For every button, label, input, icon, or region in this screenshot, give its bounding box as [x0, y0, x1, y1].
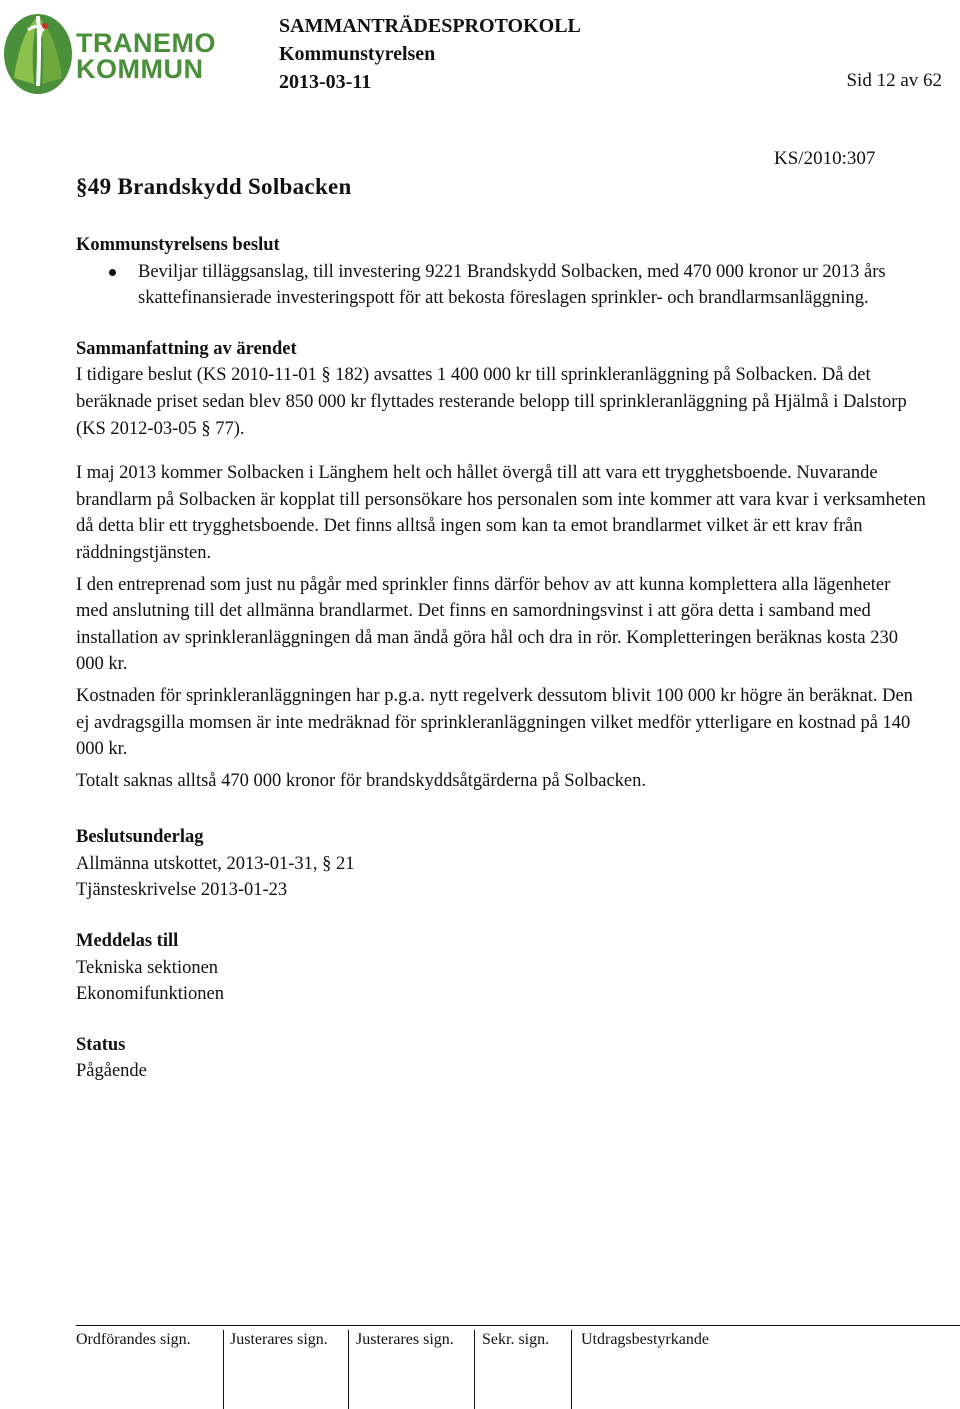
- signature-cell-adjuster-2: [356, 1330, 454, 1409]
- decision-item: [76, 259, 926, 312]
- signature-cell-secretary: [482, 1330, 549, 1409]
- decision-heading: Kommunstyrelsens beslut: [76, 235, 280, 255]
- signature-label: Justerares sign.: [230, 1331, 328, 1348]
- signature-divider: [223, 1330, 224, 1409]
- signature-label: Sekr. sign.: [482, 1331, 550, 1348]
- bullet-icon: [109, 269, 116, 276]
- summary-paragraph: I tidigare beslut (KS 2010-11-01 § 182) avsattes 1 400 000 kr till sprinkleranläggning på Solbacken. Då det beräknade priset sedan blev 850 000 kr flyttades resterande belopp till sprinkleranläggning på Hjälmå i Dalstorp (KS 2012-03-05 § 77).: [76, 365, 907, 439]
- status-value: Pågående: [76, 1061, 147, 1082]
- signature-label: Ordförandes sign.: [76, 1331, 191, 1348]
- signature-label: Justerares sign.: [356, 1331, 454, 1348]
- body-name: Kommunstyrelsen: [279, 43, 436, 65]
- signature-divider: [474, 1330, 475, 1409]
- summary-heading: Sammanfattning av ärendet: [76, 338, 297, 359]
- status-heading: Status: [76, 1034, 126, 1055]
- summary-paragraph: I den entreprenad som just nu pågår med sprinkler finns därför behov av att kunna komplettera alla lägenheter med anslutning till det allmänna brandlarmet. Det finns en samordningsvinst i att göra detta i samband med installation av sprinkleranläggningen då man ändå göra hål och dra in rör. Kompletteringen beräknas kosta 230 000 kr.: [76, 574, 898, 675]
- logo-line-kommun: KOMMUN: [76, 54, 204, 84]
- signature-cell-extract: [581, 1330, 709, 1409]
- basis-line: Allmänna utskottet, 2013-01-31, § 21: [76, 853, 355, 874]
- notify-line: Ekonomifunktionen: [76, 984, 224, 1005]
- basis-line: Tjänsteskrivelse 2013-01-23: [76, 880, 288, 901]
- section-title: §49 Brandskydd Solbacken: [76, 174, 352, 199]
- signature-divider: [571, 1330, 572, 1409]
- protocol-body: [76, 232, 926, 1085]
- signature-cell-adjuster-1: [230, 1330, 328, 1409]
- signature-cell-chair: [76, 1330, 191, 1409]
- logo-line-tranemo: TRANEMO: [76, 28, 216, 58]
- signature-label: Utdragsbestyrkande: [581, 1331, 709, 1348]
- signature-divider: [348, 1330, 349, 1409]
- notify-line: Tekniska sektionen: [76, 957, 219, 978]
- basis-heading: Beslutsunderlag: [76, 827, 204, 848]
- footer-divider: [76, 1325, 960, 1326]
- meeting-date: 2013-03-11: [279, 71, 372, 93]
- decision-text: Beviljar tilläggsanslag, till investering 9221 Brandskydd Solbacken, med 470 000 kronor ur 2013 års skattefinansierade investeringspott för att bekosta föreslagen sprinkler- och brandlarmsanläggning.: [138, 261, 886, 309]
- signature-row: [76, 1330, 960, 1409]
- page-number: Sid 12 av 62: [846, 70, 942, 91]
- doc-type: SAMMANTRÄDESPROTOKOLL: [279, 15, 581, 37]
- summary-paragraph: Totalt saknas alltså 470 000 kronor för brandskyddsåtgärderna på Solbacken.: [76, 770, 646, 791]
- logo-wordmark: [76, 30, 216, 82]
- notify-heading: Meddelas till: [76, 931, 179, 952]
- summary-paragraph: I maj 2013 kommer Solbacken i Länghem helt och hållet övergå till att vara ett trygghetsboende. Nuvarande brandlarm på Solbacken är kopplat till personsökare hos personalen som inte kommer att vara kvar i verksamheten då detta blir ett trygghetsboende. Det finns alltså ingen som kan ta emot brandlarmet vilket är ett krav från räddningstjänsten.: [76, 463, 926, 563]
- case-number: KS/2010:307: [774, 148, 876, 169]
- document-header: [279, 12, 581, 96]
- summary-paragraph: Kostnaden för sprinkleranläggningen har p.g.a. nytt regelverk dessutom blivit 100 000 kr högre än beräknat. Den ej avdragsgilla momsen är inte medräknad för sprinkleranläggningen vilket medför ytterligare en kostnad på 140 000 kr.: [76, 685, 913, 760]
